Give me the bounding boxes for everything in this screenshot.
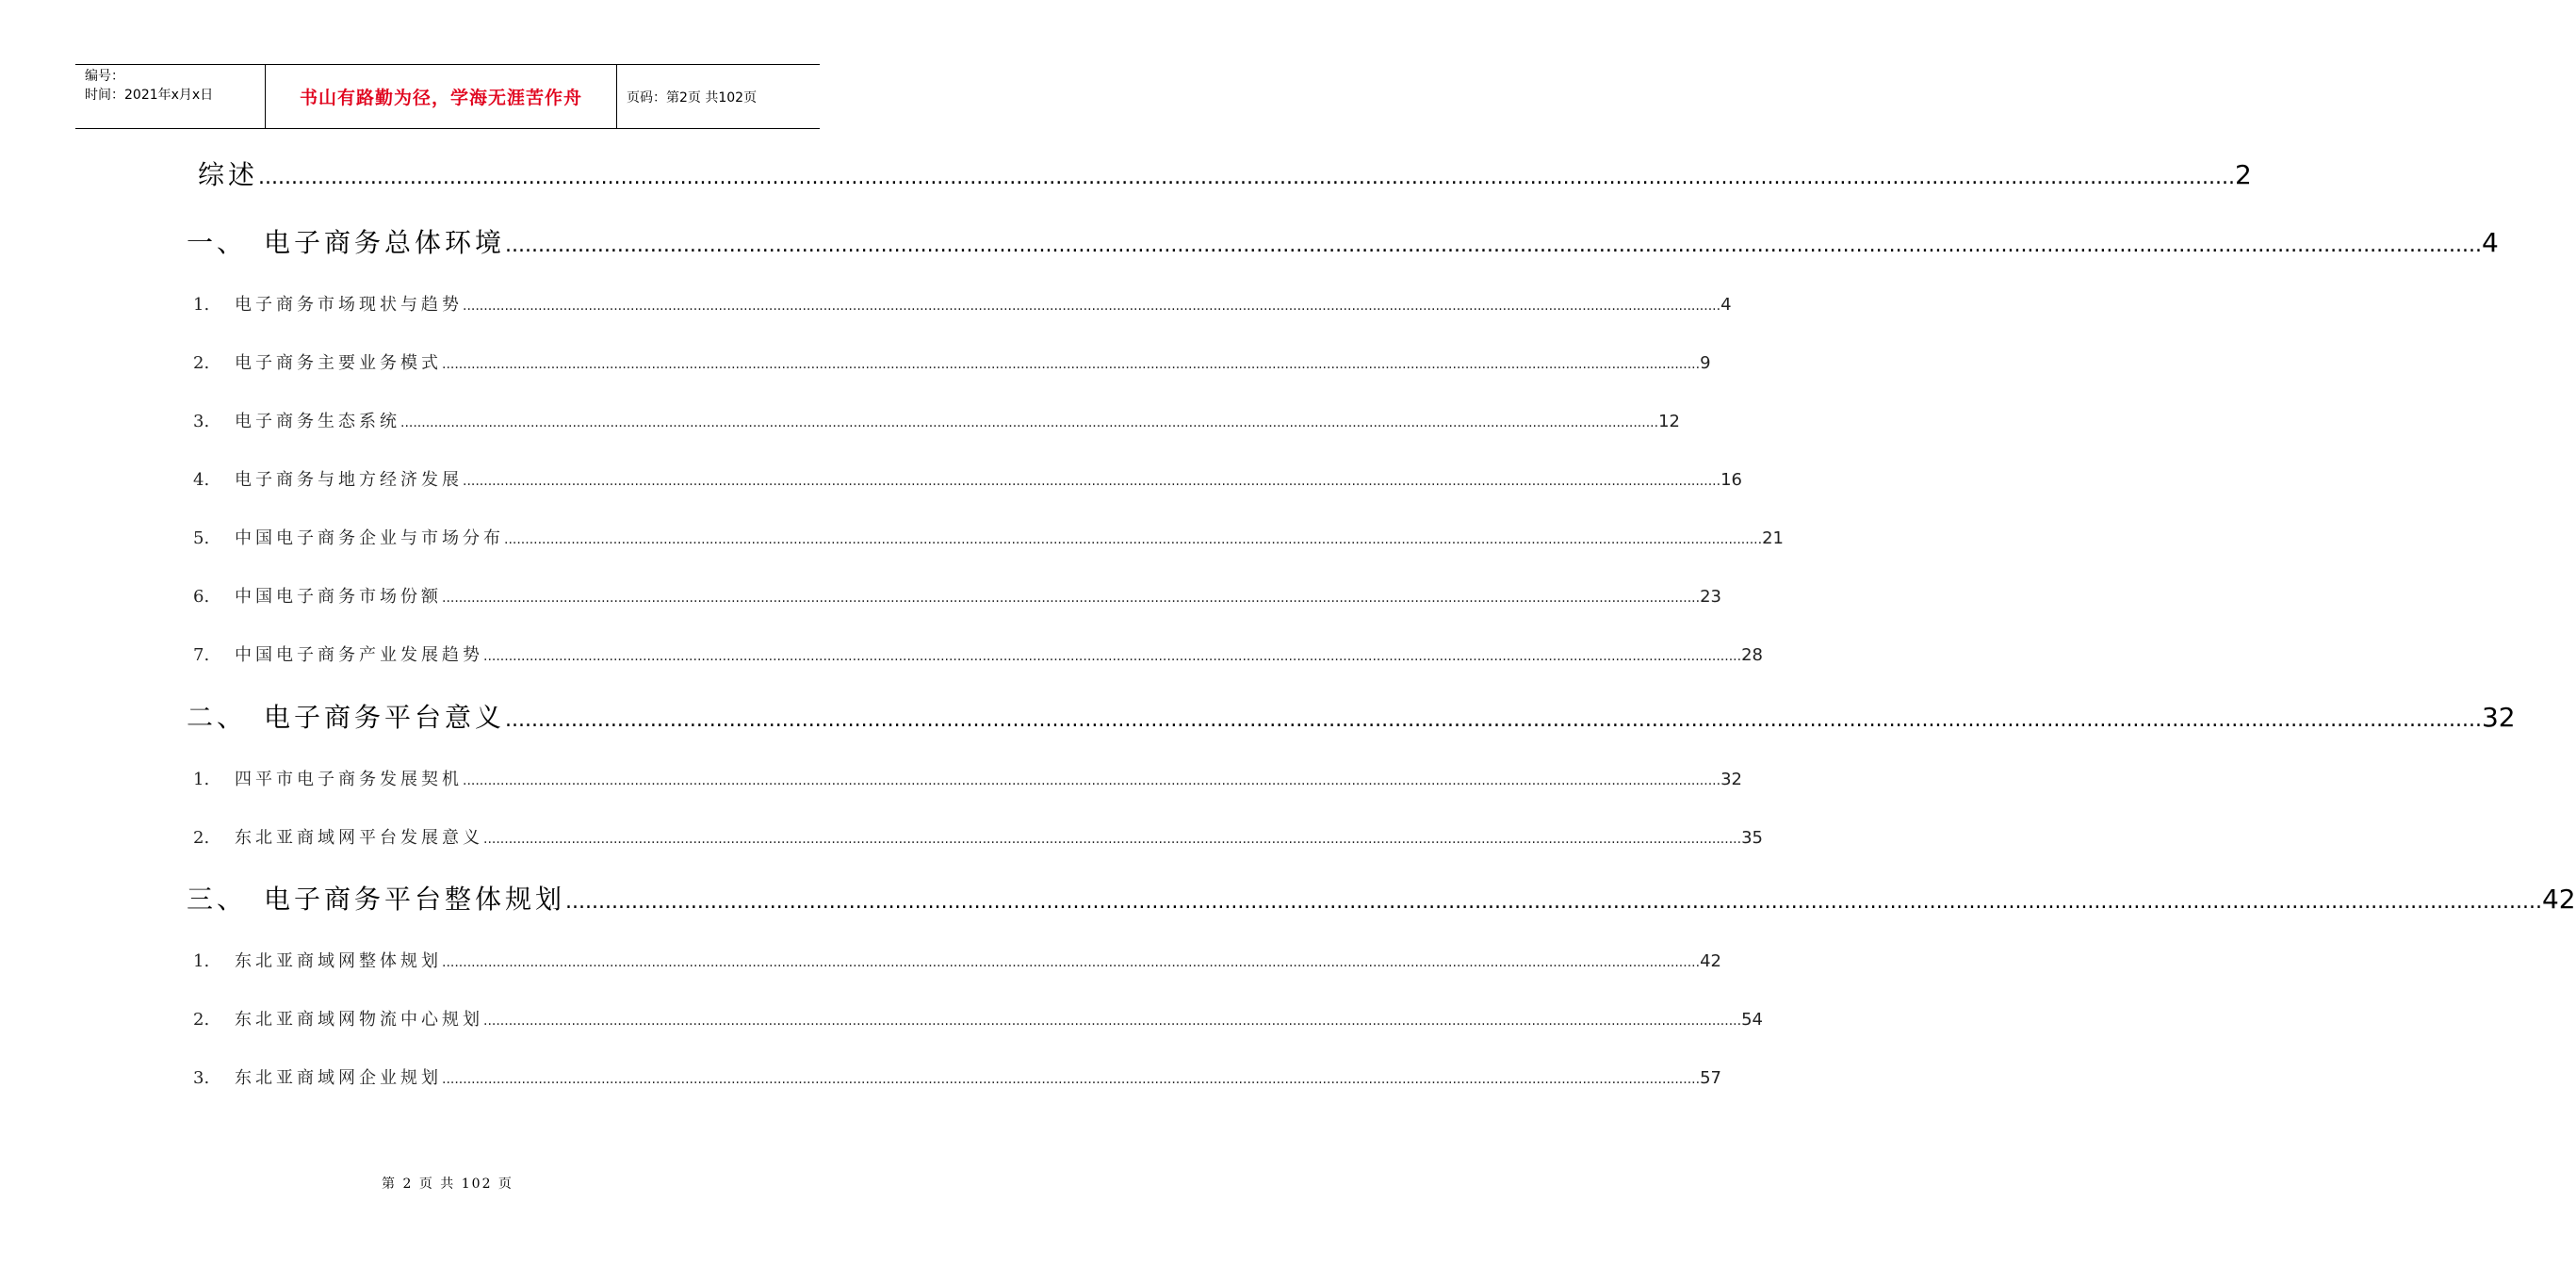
toc-entry[interactable] bbox=[193, 583, 1721, 608]
toc-entry[interactable] bbox=[198, 154, 2252, 192]
toc-entry[interactable] bbox=[193, 948, 1721, 972]
toc-entry-number: 三、 bbox=[187, 884, 248, 915]
toc-entry-text: 四平市电子商务发展契机 bbox=[235, 770, 463, 789]
page-info-text: 页码：第2页 共102页 bbox=[627, 89, 758, 106]
toc-dot-leader: ............................................................................................................................................................................................................................................................................................................ bbox=[442, 1072, 1701, 1087]
toc-entry-title bbox=[193, 583, 442, 608]
toc-entry[interactable] bbox=[193, 766, 1742, 790]
toc-entry-title bbox=[198, 154, 258, 192]
toc-dot-leader: ............................................................................................................................................................................................................................................................................................................ bbox=[504, 532, 1763, 547]
toc-entry-text: 东北亚商域网平台发展意义 bbox=[235, 828, 483, 848]
toc-dot-leader: ............................................................................................................................................................................................................................................................................................................ bbox=[505, 234, 2482, 257]
toc-entry-number: 一、 bbox=[187, 227, 248, 258]
motto-text: 书山有路勤为径，学海无涯苦作舟 bbox=[299, 88, 582, 108]
toc-entry-text: 中国电子商务市场份额 bbox=[235, 587, 442, 607]
toc-dot-leader: ............................................................................................................................................................................................................................................................................................................ bbox=[442, 955, 1701, 970]
toc-page-number: 32 bbox=[1720, 770, 1742, 789]
toc-dot-leader: ............................................................................................................................................................................................................................................................................................................ bbox=[565, 890, 2542, 914]
toc-entry[interactable] bbox=[187, 222, 2499, 260]
toc-entry-text: 电子商务总体环境 bbox=[264, 227, 506, 258]
toc-dot-leader: ............................................................................................................................................................................................................................................................................................................ bbox=[400, 415, 1659, 430]
toc-entry[interactable] bbox=[193, 824, 1763, 849]
toc-dot-leader: ............................................................................................................................................................................................................................................................................................................ bbox=[442, 357, 1701, 372]
toc-dot-leader: ............................................................................................................................................................................................................................................................................................................ bbox=[463, 773, 1721, 788]
toc-page-number: 23 bbox=[1700, 587, 1721, 607]
toc-entry[interactable] bbox=[193, 1064, 1721, 1089]
toc-page-number: 57 bbox=[1700, 1068, 1721, 1088]
toc-page-number: 12 bbox=[1658, 412, 1680, 431]
toc-page-number: 28 bbox=[1741, 645, 1763, 665]
toc-page-number: 2 bbox=[2234, 159, 2252, 190]
toc-entry[interactable] bbox=[193, 291, 1732, 316]
toc-entry-text: 东北亚商域网整体规划 bbox=[235, 951, 442, 971]
toc-entry-title bbox=[193, 948, 442, 972]
toc-entry[interactable] bbox=[193, 525, 1784, 549]
toc-entry-title bbox=[193, 641, 483, 666]
toc-page-number: 21 bbox=[1762, 528, 1784, 548]
toc-dot-leader: ............................................................................................................................................................................................................................................................................................................ bbox=[505, 708, 2482, 732]
toc-page-number: 54 bbox=[1741, 1010, 1763, 1030]
toc-entry-number: 二、 bbox=[187, 702, 248, 733]
toc-entry-title bbox=[193, 349, 442, 374]
toc-dot-leader: ............................................................................................................................................................................................................................................................................................................ bbox=[483, 649, 1742, 664]
page-header bbox=[75, 64, 820, 129]
toc-entry-number: 6. bbox=[193, 587, 210, 607]
toc-entry-number: 2. bbox=[193, 828, 210, 848]
toc-entry-title bbox=[193, 291, 463, 316]
toc-page-number: 9 bbox=[1700, 353, 1711, 373]
toc-entry[interactable] bbox=[193, 466, 1742, 491]
toc-page-number: 16 bbox=[1720, 470, 1742, 490]
toc-entry-number: 1. bbox=[193, 295, 210, 315]
toc-entry[interactable] bbox=[193, 641, 1763, 666]
toc-dot-leader: ............................................................................................................................................................................................................................................................................................................ bbox=[463, 474, 1721, 489]
header-page-info bbox=[617, 65, 820, 128]
header-motto-cell bbox=[265, 65, 617, 128]
toc-entry-title bbox=[193, 466, 463, 491]
toc-entry-title bbox=[193, 525, 504, 549]
toc-entry[interactable] bbox=[193, 408, 1680, 432]
toc-dot-leader: ............................................................................................................................................................................................................................................................................................................ bbox=[483, 832, 1742, 847]
toc-entry-text: 中国电子商务企业与市场分布 bbox=[235, 528, 504, 548]
toc-entry-title bbox=[193, 1006, 483, 1031]
toc-page-number: 42 bbox=[2541, 884, 2576, 915]
toc-dot-leader: ............................................................................................................................................................................................................................................................................................................ bbox=[463, 299, 1721, 314]
toc-entry-number: 5. bbox=[193, 528, 210, 548]
toc-entry-text: 电子商务生态系统 bbox=[235, 412, 400, 431]
toc-entry-number: 2. bbox=[193, 353, 210, 373]
toc-page-number: 4 bbox=[2481, 227, 2499, 258]
toc-entry-text: 电子商务平台意义 bbox=[264, 702, 506, 733]
toc-page-number: 42 bbox=[1700, 951, 1721, 971]
toc-entry[interactable] bbox=[193, 1006, 1763, 1031]
toc-entry-title bbox=[193, 408, 400, 432]
header-meta bbox=[75, 65, 265, 128]
toc-entry-title bbox=[193, 824, 483, 849]
toc-entry-text: 中国电子商务产业发展趋势 bbox=[235, 645, 483, 665]
toc-entry-number: 3. bbox=[193, 412, 210, 431]
toc-entry-number: 2. bbox=[193, 1010, 210, 1030]
toc-entry-number: 3. bbox=[193, 1068, 210, 1088]
toc-entry[interactable] bbox=[187, 697, 2516, 735]
toc-entry-text: 电子商务市场现状与趋势 bbox=[235, 295, 463, 315]
page-footer: 第 2 页 共 102 页 bbox=[382, 1177, 514, 1192]
toc-entry-number: 1. bbox=[193, 951, 210, 971]
toc-entry-title bbox=[187, 697, 505, 735]
toc-entry-number: 7. bbox=[193, 645, 210, 665]
toc-entry-number: 4. bbox=[193, 470, 210, 490]
toc-entry-text: 综述 bbox=[198, 159, 259, 190]
toc-dot-leader: ............................................................................................................................................................................................................................................................................................................ bbox=[483, 1014, 1742, 1029]
toc-entry[interactable] bbox=[193, 349, 1711, 374]
number-label: 编号： bbox=[85, 69, 124, 84]
toc-entry-text: 电子商务主要业务模式 bbox=[235, 353, 442, 373]
toc-entry[interactable] bbox=[187, 879, 2576, 917]
toc-entry-title bbox=[193, 766, 463, 790]
time-label: 时间：2021年x月x日 bbox=[85, 88, 214, 103]
toc-entry-text: 东北亚商域网物流中心规划 bbox=[235, 1010, 483, 1030]
toc-entry-text: 东北亚商域网企业规划 bbox=[235, 1068, 442, 1088]
toc-page-number: 35 bbox=[1741, 828, 1763, 848]
toc-entry-text: 电子商务与地方经济发展 bbox=[235, 470, 463, 490]
toc-entry-title bbox=[187, 879, 565, 917]
toc-dot-leader: ............................................................................................................................................................................................................................................................................................................ bbox=[258, 166, 2235, 189]
toc-dot-leader: ............................................................................................................................................................................................................................................................................................................ bbox=[442, 591, 1701, 606]
toc-entry-title bbox=[193, 1064, 442, 1089]
toc-page-number: 4 bbox=[1720, 295, 1732, 315]
toc-entry-text: 电子商务平台整体规划 bbox=[264, 884, 566, 915]
toc-entry-title bbox=[187, 222, 505, 260]
toc-page-number: 32 bbox=[2481, 702, 2516, 733]
toc-entry-number: 1. bbox=[193, 770, 210, 789]
